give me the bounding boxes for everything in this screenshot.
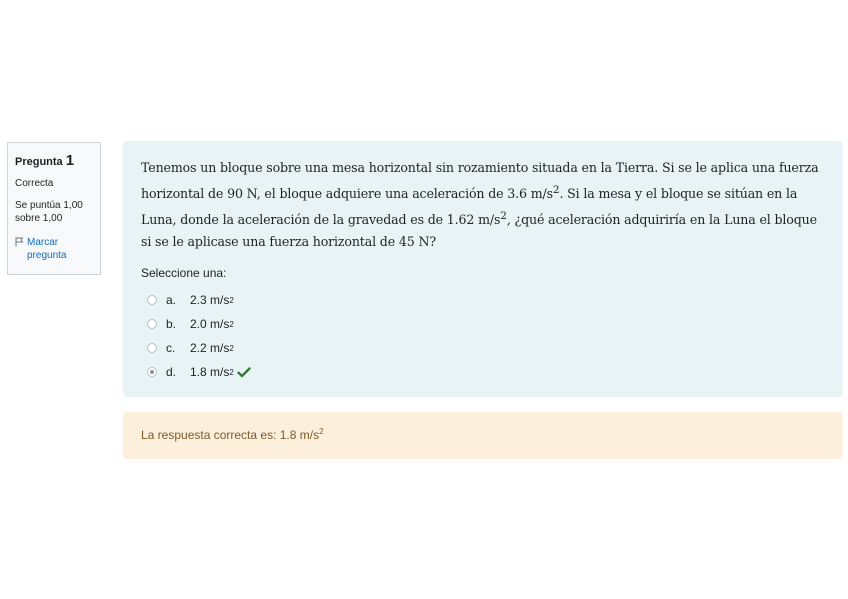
answer-letter: c. — [166, 341, 176, 356]
question-text-sup1: 2 — [552, 184, 560, 196]
answer-sup: 2 — [229, 295, 234, 305]
question-text-part3: , ¿qué aceleración adquiriría en la Luna el bloque si se le aplicase una fuerza horizontal de 45 N? — [141, 212, 817, 250]
check-icon — [237, 367, 251, 378]
answer-value: 2.2 m/s — [190, 341, 230, 356]
question-number-value: 1 — [65, 152, 75, 169]
question-text-part1: Tenemos un bloque sobre una mesa horizontal sin rozamiento situada en la Tierra. Si se le aplica una fuerza horizontal de 90 N, el bloque adquiere una aceleración de 3.6 m/s — [141, 160, 819, 202]
answer-option-d[interactable] — [141, 360, 825, 384]
answer-sup: 2 — [229, 367, 234, 377]
answer-letter: d. — [166, 365, 177, 380]
answer-letter: a. — [166, 293, 177, 308]
feedback-box — [123, 412, 843, 459]
answer-list — [141, 288, 825, 384]
answer-sup: 2 — [229, 319, 234, 329]
question-state: Correcta — [15, 178, 54, 190]
question-text-sup2: 2 — [500, 210, 507, 223]
question-text — [141, 157, 825, 253]
question-text-part2: . Si la mesa y el bloque se sitúan en la Luna, donde la aceleración de la gravedad es de 1.62 m/s — [141, 186, 798, 228]
answer-option-c[interactable] — [141, 336, 825, 360]
question-grade: Se puntúa 1,00 sobre 1,00 — [15, 199, 83, 225]
answer-radio[interactable] — [147, 295, 157, 305]
question-content — [123, 141, 843, 397]
answer-radio-selected[interactable] — [147, 367, 157, 377]
question-label: Pregunta — [15, 156, 63, 168]
flag-question-link[interactable] — [15, 236, 93, 263]
answer-value: 1.8 m/s — [190, 365, 230, 380]
question-number — [15, 151, 93, 171]
answer-value: 2.0 m/s — [190, 317, 230, 332]
answer-prompt: Seleccione una: — [141, 266, 227, 281]
question-info — [7, 142, 101, 275]
answer-value: 2.3 m/s — [190, 293, 230, 308]
answer-option-b[interactable] — [141, 312, 825, 336]
answer-sup: 2 — [229, 343, 234, 353]
correct-answer-sup: 2 — [319, 427, 324, 436]
answer-radio[interactable] — [147, 319, 157, 329]
answer-letter: b. — [166, 317, 177, 332]
answer-option-a[interactable] — [141, 288, 825, 312]
answer-radio[interactable] — [147, 343, 157, 353]
correct-answer-text: La respuesta correcta es: 1.8 m/s — [141, 428, 320, 442]
flag-question-label: Marcar pregunta — [27, 236, 67, 262]
flag-icon — [15, 237, 24, 247]
